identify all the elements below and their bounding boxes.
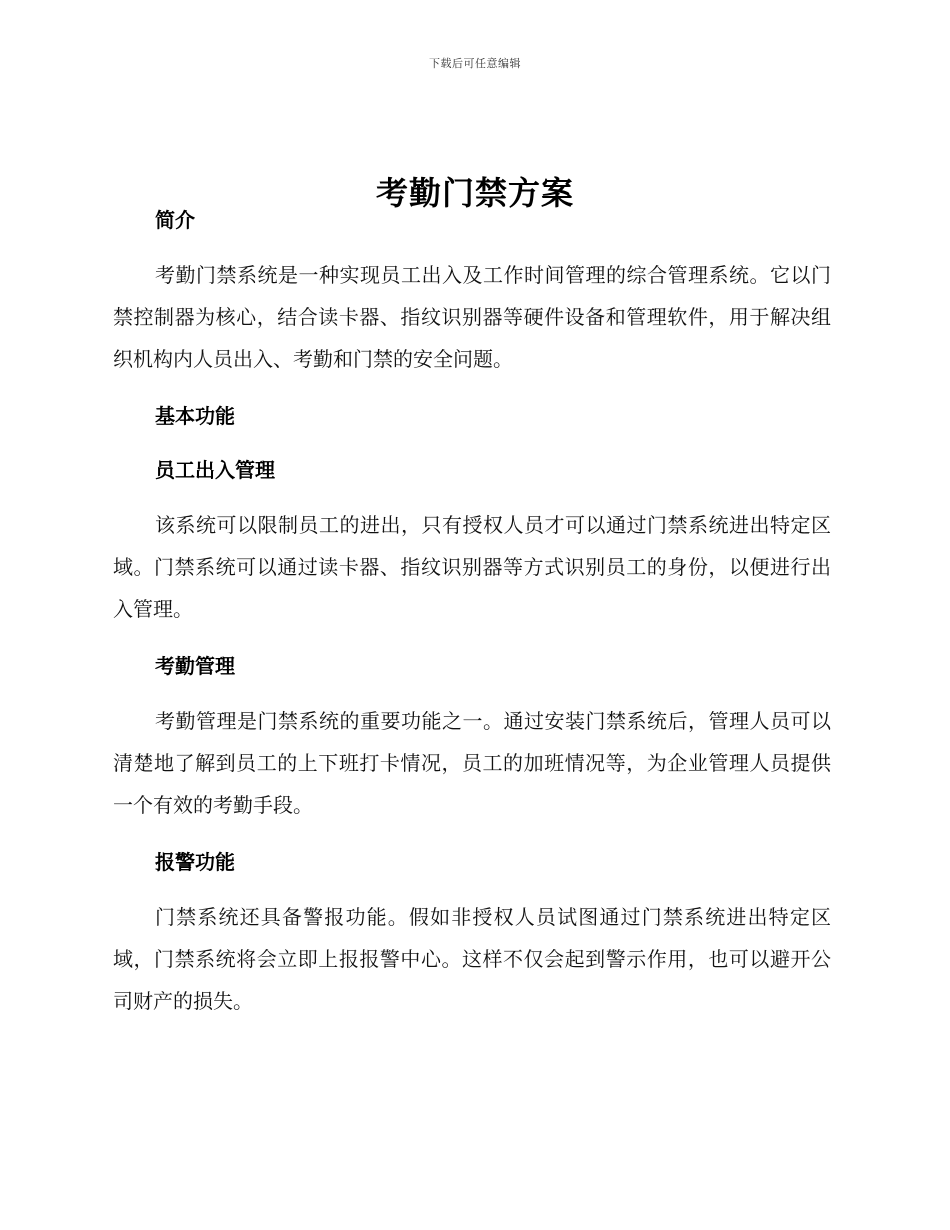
- section-paragraph-access-management: 该系统可以限制员工的进出，只有授权人员才可以通过门禁系统进出特定区域。门禁系统可以通过读卡器、指纹识别器等方式识别员工的身份，以便进行出入管理。: [113, 513, 831, 621]
- section-heading-attendance: 考勤管理: [155, 654, 235, 678]
- document-title: 考勤门禁方案: [375, 174, 574, 213]
- section-paragraph-intro: 考勤门禁系统是一种实现员工出入及工作时间管理的综合管理系统。它以门禁控制器为核心，结合读卡器、指纹识别器等硬件设备和管理软件，用于解决组织机构内人员出入、考勤和门禁的安全问题。: [113, 263, 831, 371]
- section-heading-basic-functions: 基本功能: [155, 404, 235, 428]
- section-paragraph-alarm: 门禁系统还具备警报功能。假如非授权人员试图通过门禁系统进出特定区域，门禁系统将会立即上报报警中心。这样不仅会起到警示作用，也可以避开公司财产的损失。: [113, 905, 831, 1013]
- document-body: [113, 200, 831, 1022]
- section-heading-access-management: 员工出入管理: [155, 458, 275, 482]
- section-heading-intro: 简介: [155, 208, 195, 232]
- header-note: 下载后可任意编辑: [429, 57, 521, 70]
- section-heading-alarm: 报警功能: [155, 850, 235, 874]
- section-paragraph-attendance: 考勤管理是门禁系统的重要功能之一。通过安装门禁系统后，管理人员可以清楚地了解到员工的上下班打卡情况，员工的加班情况等，为企业管理人员提供一个有效的考勤手段。: [113, 709, 831, 817]
